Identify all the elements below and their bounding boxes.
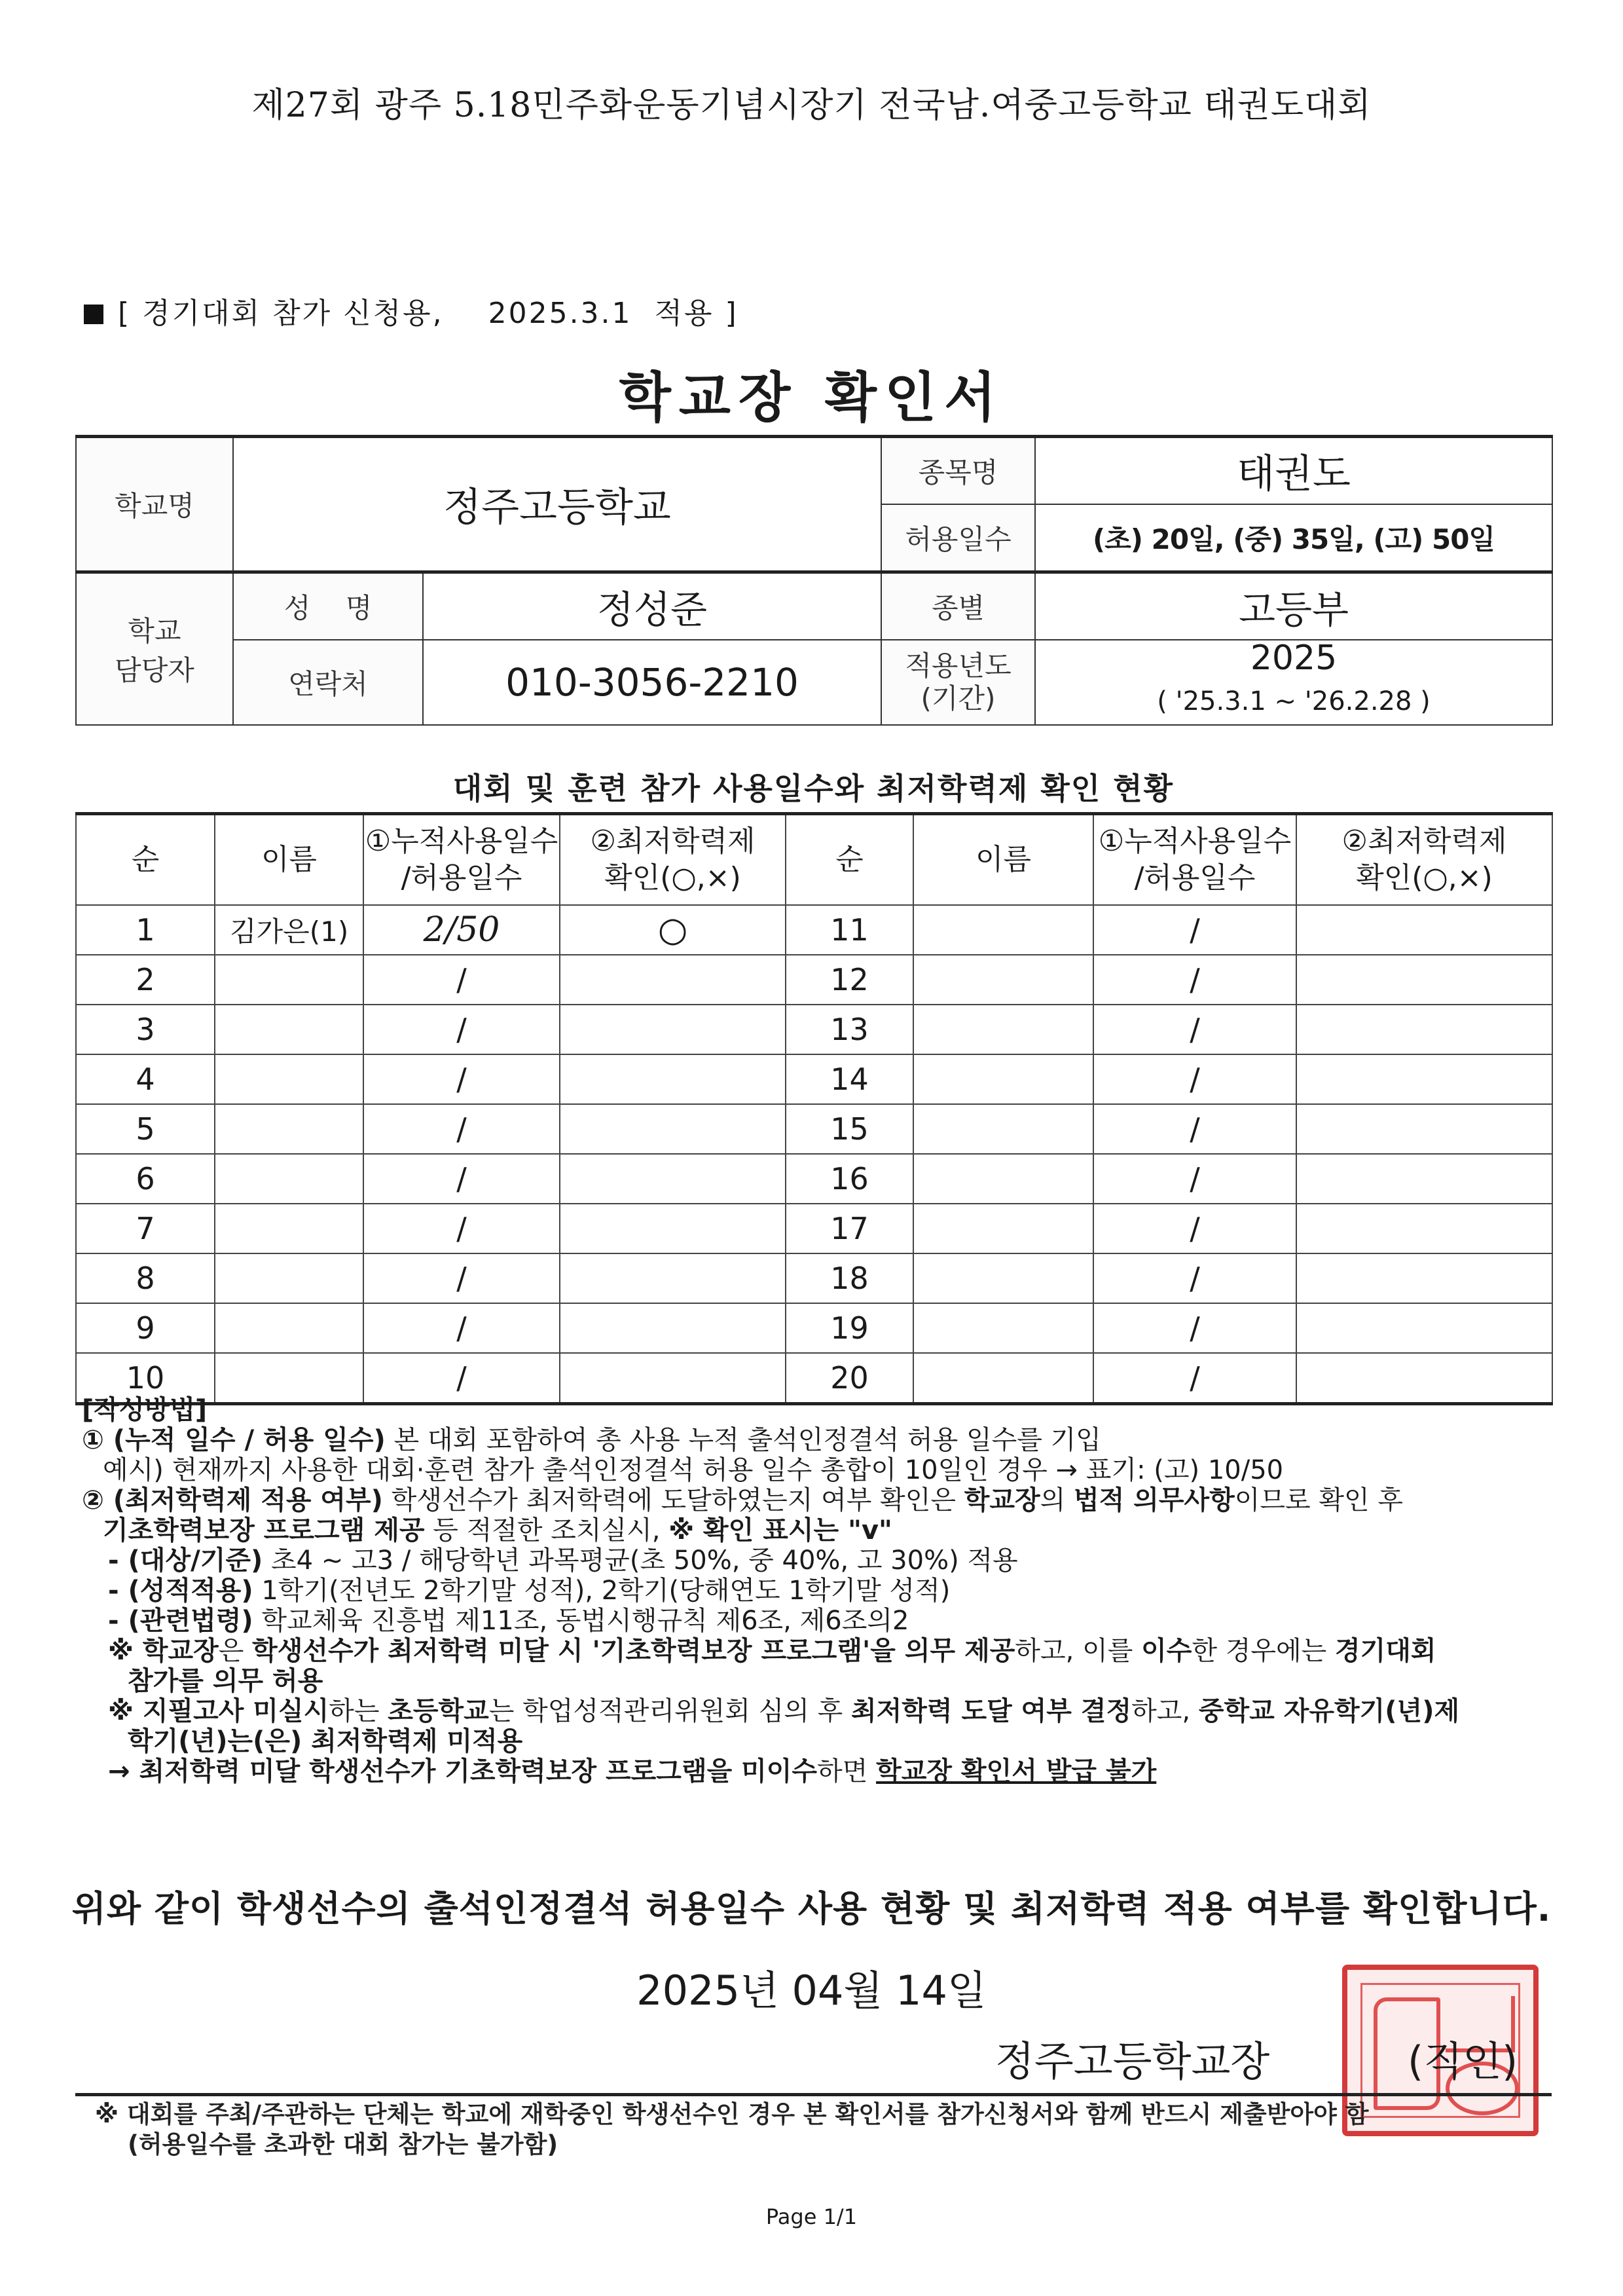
header-min-right-line1: ②최저학력제	[1341, 824, 1507, 858]
guide-text: 하고,	[1131, 1696, 1199, 1726]
header-days	[363, 814, 560, 906]
event-label: 종목명	[881, 437, 1035, 505]
row-check	[1296, 1253, 1552, 1303]
event-value: 태권도	[1035, 437, 1552, 505]
row-check	[1296, 1104, 1552, 1154]
table-row	[76, 1054, 1552, 1104]
guide-text: 1학기(전년도 2학기말 성적), 2학기(당해연도 1학기말 성적)	[253, 1576, 951, 1606]
row-name: 김가은(1)	[215, 905, 363, 955]
row-days: /	[363, 1353, 560, 1404]
row-check	[560, 1154, 786, 1204]
row-check: ○	[560, 905, 786, 955]
row-name	[913, 1253, 1093, 1303]
row-check	[1296, 1005, 1552, 1054]
row-no: 19	[786, 1303, 913, 1353]
allowed-days-label: 허용일수	[881, 504, 1035, 572]
row-check	[560, 1253, 786, 1303]
guide-text: 예시) 현재까지 사용한 대회·훈련 참가 출석인정결석 허용 일수 총합이 10일인 경우 → 표기: (고) 10/50	[103, 1455, 1284, 1485]
row-check	[560, 1204, 786, 1253]
header-min-right	[1296, 814, 1552, 906]
issue-date: 2025년 04월 14일	[636, 1967, 987, 2014]
manager-label	[76, 572, 233, 726]
row-days: /	[1093, 1005, 1296, 1054]
header-min-right-line2: 확인(○,×)	[1356, 861, 1493, 895]
row-no: 1	[76, 905, 215, 955]
row-name	[913, 1104, 1093, 1154]
guide-text: ② (최저학력제 적용 여부)	[82, 1485, 383, 1515]
year-value: 2025	[1250, 639, 1338, 678]
row-days: /	[1093, 1104, 1296, 1154]
guide-line	[82, 1455, 1542, 1485]
confirmation-statement: 위와 같이 학생선수의 출석인정결석 허용일수 사용 현황 및 최저학력 적용 여부를 확인합니다.	[71, 1888, 1552, 1929]
header-days-line2: /허용일수	[401, 861, 522, 895]
table-row	[76, 1204, 1552, 1253]
guide-text: 초등학교	[388, 1696, 489, 1726]
year-cell	[1035, 640, 1552, 725]
guide-text: ※ 확인 표시는 "v"	[668, 1515, 892, 1546]
guide-line	[82, 1546, 1542, 1576]
contact-value: 010-3056-2210	[423, 640, 881, 725]
guide-heading-text: [작성방법]	[82, 1395, 208, 1425]
notice-line1: ※ 대회를 주최/주관하는 단체는 학교에 재학중인 학생선수인 경우 본 확인서를 참가신청서와 함께 반드시 제출받아야 함	[95, 2100, 1369, 2128]
guide-text: 등 적절한 조치실시,	[424, 1515, 669, 1546]
division-value: 고등부	[1035, 572, 1552, 640]
guide-line	[82, 1756, 1542, 1787]
row-check	[560, 1054, 786, 1104]
manager-label-line1: 학교	[128, 615, 181, 647]
row-check	[1296, 955, 1552, 1005]
row-name	[913, 955, 1093, 1005]
row-no: 3	[76, 1005, 215, 1054]
header-min-line2: 확인(○,×)	[604, 861, 741, 895]
row-check	[1296, 905, 1552, 955]
year-label-line1: 적용년도	[905, 650, 1012, 682]
row-check	[560, 1005, 786, 1054]
school-info-table	[75, 435, 1553, 726]
row-name	[913, 905, 1093, 955]
guide-text: 학교장	[964, 1485, 1040, 1515]
name-label: 성 명	[233, 572, 423, 640]
principal-name: 정주고등학교장	[995, 2037, 1270, 2085]
header-name: 이름	[215, 814, 363, 906]
year-label	[881, 640, 1035, 725]
row-days: /	[363, 1005, 560, 1054]
row-days: /	[1093, 1253, 1296, 1303]
row-days: /	[363, 1104, 560, 1154]
guide-text: 하는	[329, 1696, 388, 1726]
table-row	[76, 1253, 1552, 1303]
row-name	[215, 1154, 363, 1204]
row-no: 4	[76, 1054, 215, 1104]
row-check	[560, 1104, 786, 1154]
row-days: /	[363, 955, 560, 1005]
table-row	[76, 1154, 1552, 1204]
notice-line2: (허용일수를 초과한 대회 참가는 불가함)	[128, 2130, 558, 2158]
row-name	[215, 1104, 363, 1154]
guide-text: 하면	[817, 1756, 877, 1787]
seal-label: (직인)	[1408, 2037, 1518, 2085]
form-tag	[84, 289, 739, 331]
header-days-right-line1: ①누적사용일수	[1098, 824, 1292, 858]
usage-subtitle: 대회 및 훈련 참가 사용일수와 최저학력제 확인 현황	[452, 771, 1175, 806]
row-days: /	[1093, 905, 1296, 955]
row-name	[215, 955, 363, 1005]
division-label: 종별	[881, 572, 1035, 640]
guide-text: - (대상/기준)	[108, 1546, 263, 1576]
row-check	[560, 1303, 786, 1353]
guide-text: 학교장 확인서 발급 불가	[876, 1756, 1157, 1787]
row-days: /	[363, 1253, 560, 1303]
table-row	[76, 1303, 1552, 1353]
row-days: /	[363, 1204, 560, 1253]
table-row	[76, 1104, 1552, 1154]
row-name	[913, 1005, 1093, 1054]
row-check	[1296, 1154, 1552, 1204]
guide-line	[82, 1636, 1542, 1666]
guide-heading	[82, 1395, 1542, 1425]
header-name-right: 이름	[913, 814, 1093, 906]
row-no: 11	[786, 905, 913, 955]
guide-text: 학교체육 진흥법 제11조, 동법시행규칙 제6조, 제6조의2	[253, 1606, 909, 1636]
row-days: /	[1093, 1353, 1296, 1404]
guide-text: ① (누적 일수 / 허용 일수)	[82, 1425, 386, 1455]
name-value: 정성준	[423, 572, 881, 640]
guide-text: 한 경우에는	[1192, 1636, 1335, 1666]
document-title: 학교장 확인서	[619, 367, 1004, 429]
guide-text: 법적 의무사항	[1073, 1485, 1235, 1515]
guide-line	[82, 1666, 1542, 1696]
guide-text: 이므로 확인 후	[1234, 1485, 1404, 1515]
row-days: /	[363, 1154, 560, 1204]
row-name	[913, 1303, 1093, 1353]
year-label-line2: (기간)	[921, 682, 996, 714]
guide-text: - (관련법령)	[108, 1606, 253, 1636]
guide-line	[82, 1425, 1542, 1455]
guide-text: 하고, 이를	[1015, 1636, 1142, 1666]
guide-text: 학생선수가 최저학력에 도달하였는지 여부 확인은	[382, 1485, 964, 1515]
school-name-label: 학교명	[76, 437, 233, 572]
header-days-right-line2: /허용일수	[1134, 861, 1256, 895]
guide-text: 참가를 의무 허용	[128, 1666, 323, 1696]
guide-text: 는 학업성적관리위원회 심의 후	[488, 1696, 851, 1726]
row-no: 12	[786, 955, 913, 1005]
guide-text: 중학교 자유학기(년)제	[1198, 1696, 1460, 1726]
guide-text: 학기(년)는(은) 최저학력제 미적용	[128, 1726, 523, 1756]
row-days: /	[363, 1303, 560, 1353]
guide-text: 학생선수가 최저학력 미달 시 '기초학력보장 프로그램'을 의무 제공	[252, 1636, 1015, 1666]
row-no: 16	[786, 1154, 913, 1204]
page-number: Page 1/1	[765, 2204, 858, 2229]
row-days: /	[1093, 1303, 1296, 1353]
guide-text: 경기대회	[1335, 1636, 1436, 1666]
row-name	[215, 1303, 363, 1353]
row-name	[913, 1204, 1093, 1253]
row-no: 20	[786, 1353, 913, 1404]
manager-label-line2: 담당자	[115, 654, 194, 686]
row-no: 8	[76, 1253, 215, 1303]
row-check	[560, 955, 786, 1005]
row-name	[215, 1204, 363, 1253]
guide-text: → 최저학력 미달 학생선수가 기초학력보장 프로그램을 미이수	[108, 1756, 818, 1787]
divider	[75, 2093, 1552, 2096]
guide-text: - (성적적용)	[108, 1576, 253, 1606]
guide-line	[82, 1515, 1542, 1546]
row-name	[215, 1054, 363, 1104]
guide-line	[82, 1485, 1542, 1515]
guide-text: 의	[1040, 1485, 1074, 1515]
row-name	[913, 1154, 1093, 1204]
form-tag-text: [ 경기대회 참가 신청용, 2025.3.1 적용 ]	[118, 297, 739, 330]
row-name	[215, 1005, 363, 1054]
guide-text: 기초학력보장 프로그램 제공	[103, 1515, 425, 1546]
row-no: 5	[76, 1104, 215, 1154]
table-row	[76, 955, 1552, 1005]
guide-text: 초4 ~ 고3 / 해당학년 과목평균(초 50%, 중 40%, 고 30%) 적용	[263, 1546, 1018, 1576]
header-days-right	[1093, 814, 1296, 906]
guide-text: ※ 학교장	[108, 1636, 219, 1666]
row-no: 10	[76, 1353, 215, 1404]
competition-header: 제27회 광주 5.18민주화운동기념시장기 전국남.여중고등학교 태권도대회	[251, 86, 1372, 125]
school-name-value: 정주고등학교	[233, 437, 881, 572]
guide-line	[82, 1576, 1542, 1606]
usage-table	[75, 812, 1553, 1405]
row-no: 18	[786, 1253, 913, 1303]
row-no: 6	[76, 1154, 215, 1204]
guide-text: 이수	[1141, 1636, 1192, 1666]
row-check	[1296, 1204, 1552, 1253]
guide-text: ※ 지필고사 미실시	[108, 1696, 329, 1726]
header-no-right: 순	[786, 814, 913, 906]
row-name	[215, 1253, 363, 1303]
table-row	[76, 1005, 1552, 1054]
bottom-notice	[95, 2100, 1555, 2160]
row-name	[913, 1054, 1093, 1104]
guide-text: 최저학력 도달 여부 결정	[850, 1696, 1132, 1726]
row-no: 13	[786, 1005, 913, 1054]
year-range: ( '25.3.1 ~ '26.2.28 )	[1157, 686, 1431, 716]
table-row	[76, 905, 1552, 955]
row-no: 14	[786, 1054, 913, 1104]
header-min-line1: ②최저학력제	[590, 824, 756, 858]
guide-line	[82, 1726, 1542, 1756]
guide-text: 본 대회 포함하여 총 사용 누적 출석인정결석 허용 일수를 기입	[385, 1425, 1101, 1455]
row-no: 17	[786, 1204, 913, 1253]
row-days: /	[1093, 1204, 1296, 1253]
guide-line	[82, 1696, 1542, 1726]
row-no: 7	[76, 1204, 215, 1253]
header-days-line1: ①누적사용일수	[365, 824, 558, 858]
row-no: 2	[76, 955, 215, 1005]
writing-guide	[82, 1395, 1542, 1787]
guide-line	[82, 1606, 1542, 1636]
row-no: 15	[786, 1104, 913, 1154]
row-days: /	[1093, 955, 1296, 1005]
row-days: /	[363, 1054, 560, 1104]
header-min	[560, 814, 786, 906]
square-bullet-icon	[84, 305, 103, 324]
allowed-days-value: (초) 20일, (중) 35일, (고) 50일	[1035, 504, 1552, 572]
row-check	[1296, 1054, 1552, 1104]
row-days: /	[1093, 1154, 1296, 1204]
row-check	[1296, 1303, 1552, 1353]
row-days: 2/50	[363, 905, 560, 955]
contact-label: 연락처	[233, 640, 423, 725]
guide-text: 은	[218, 1636, 253, 1666]
row-days: /	[1093, 1054, 1296, 1104]
row-no: 9	[76, 1303, 215, 1353]
header-no: 순	[76, 814, 215, 906]
